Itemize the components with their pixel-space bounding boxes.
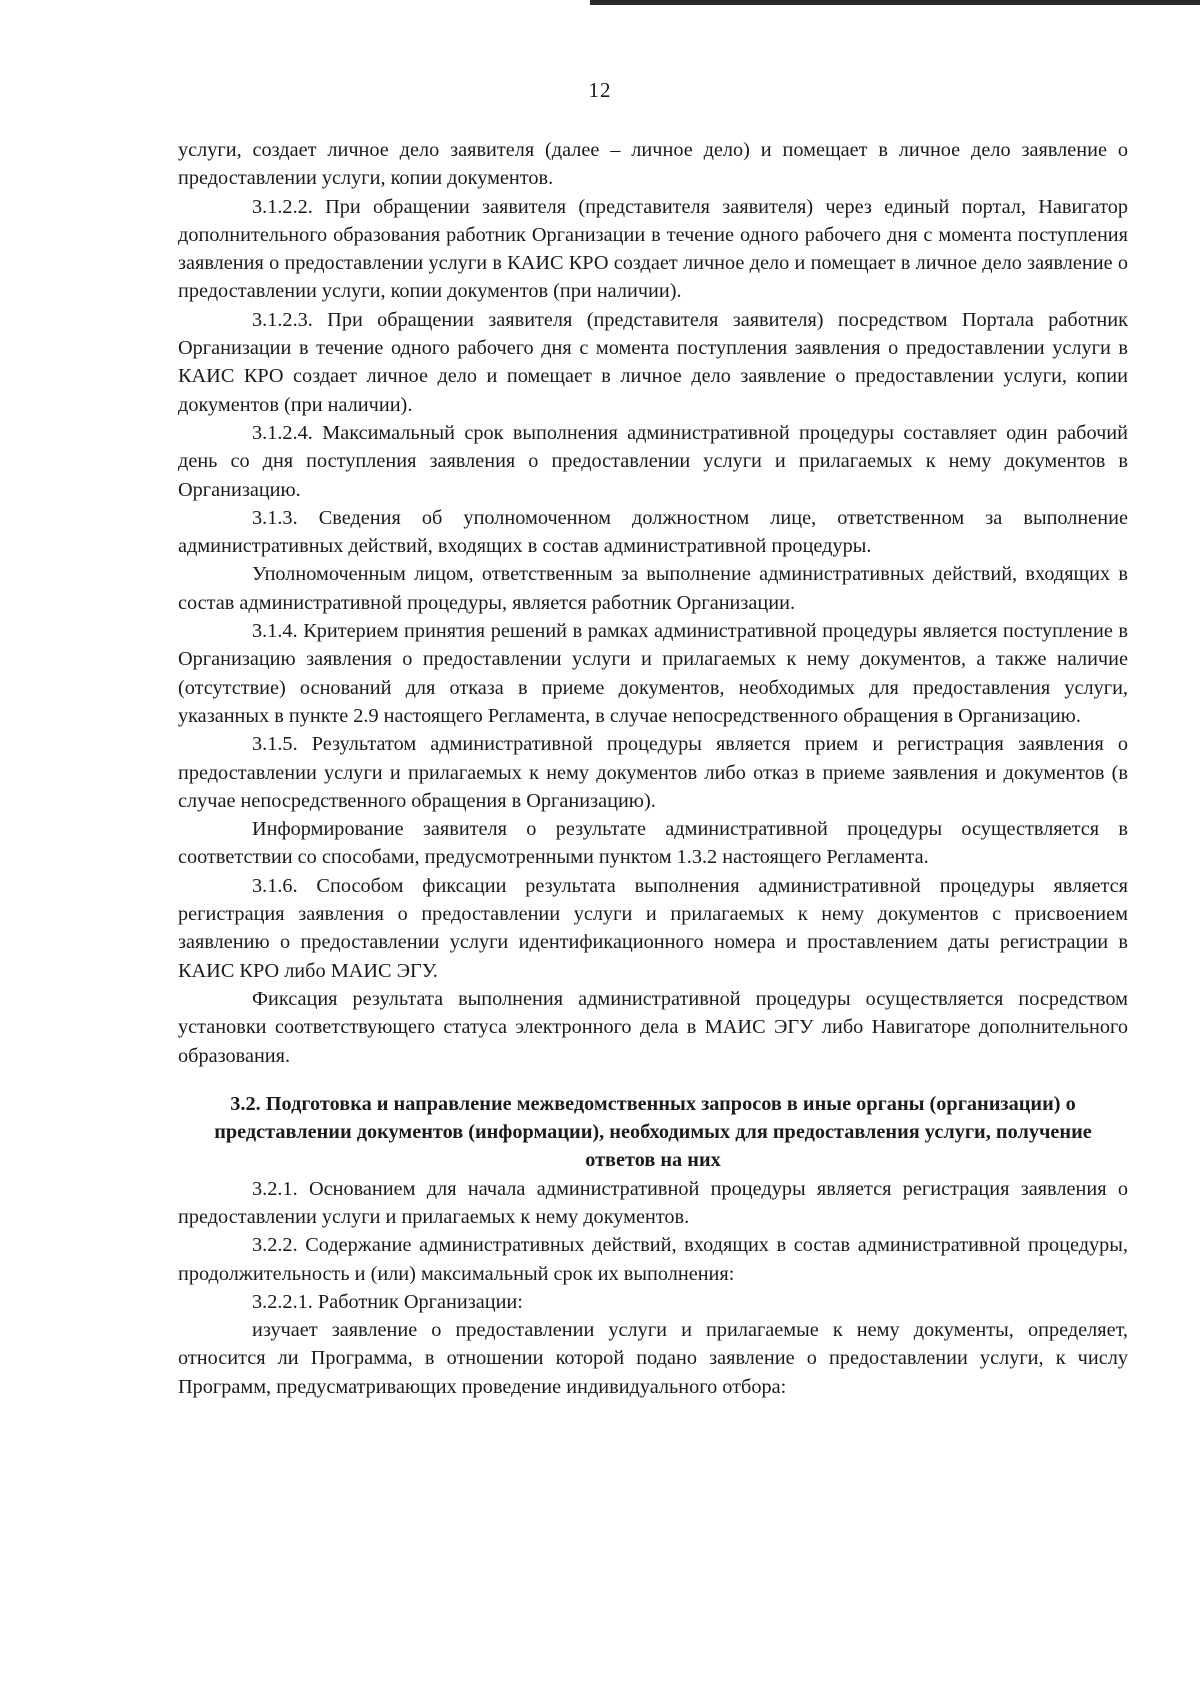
paragraph: 3.2.2. Содержание административных действий, входящих в состав административной процедуры, продолжительность и (или) максимальный срок их выполнения: — [178, 1234, 1128, 1285]
section-heading: 3.2. Подготовка и направление межведомственных запросов в иные органы (организации) о представлении документов (информации), необходимых для предоставления услуги, получение ответов на них — [214, 1092, 1092, 1172]
paragraph: Уполномоченным лицом, ответственным за выполнение административных действий, входящих в состав административной процедуры, является работник Организации. — [178, 563, 1128, 614]
paragraph: 3.1.2.4. Максимальный срок выполнения административной процедуры составляет один рабочий день со дня поступления заявления о предоставлении услуги и прилагаемых к нему документов в Организацию. — [178, 421, 1128, 501]
paragraph: Информирование заявителя о результате административной процедуры осуществляется в соответствии со способами, предусмотренными пунктом 1.3.2 настоящего Регламента. — [178, 818, 1128, 869]
document-body — [178, 136, 1128, 1401]
paragraph: Фиксация результата выполнения административной процедуры осуществляется посредством установки соответствующего статуса электронного дела в МАИС ЭГУ либо Навигаторе дополнительного образования. — [178, 987, 1128, 1067]
paragraph: 3.1.2.2. При обращении заявителя (представителя заявителя) через единый портал, Навигатор дополнительного образования работник Организации в течение одного рабочего дня с момента поступления заявления о предоставлении услуги в КАИС КРО создает личное дело и помещает в личное дело заявление о предоставлении услуги, копии документов (при наличии). — [178, 195, 1128, 303]
paragraph: 3.1.3. Сведения об уполномоченном должностном лице, ответственном за выполнение административных действий, входящих в состав административной процедуры. — [178, 506, 1128, 558]
paragraph: 3.1.4. Критерием принятия решений в рамках административной процедуры является поступление в Организацию заявления о предоставлении услуги и прилагаемых к нему документов, а также наличие (отсутствие) оснований для отказа в приеме документов, необходимых для предоставления услуги, указанных в пункте 2.9 настоящего Регламента, в случае непосредственного обращения в Организацию. — [178, 620, 1128, 727]
page-number: 12 — [588, 78, 612, 102]
paragraph: 3.2.2.1. Работник Организации: — [252, 1290, 523, 1313]
paragraph: 3.1.2.3. При обращении заявителя (представителя заявителя) посредством Портала работник Организации в течение одного рабочего дня с момента поступления заявления о предоставлении услуги в КАИС КРО создает личное дело и помещает в личное дело заявление о предоставлении услуги, копии документов (при наличии). — [178, 308, 1128, 416]
paragraph: услуги, создает личное дело заявителя (далее – личное дело) и помещает в личное дело заявление о предоставлении услуги, копии документов. — [178, 139, 1128, 190]
paragraph: 3.1.6. Способом фиксации результата выполнения административной процедуры является регистрация заявления о предоставлении услуги и прилагаемых к нему документов с присвоением заявлению о предоставлении услуги идентификационного номера и проставлением даты регистрации в КАИС КРО либо МАИС ЭГУ. — [178, 874, 1128, 982]
paragraph: изучает заявление о предоставлении услуги и прилагаемые к нему документы, определяет, относится ли Программа, в отношении которой подано заявление о предоставлении услуги, к числу Программ, предусматривающих проведение индивидуального отбора: — [178, 1319, 1128, 1398]
section-3-1-text — [178, 136, 1128, 1070]
section-3-2-text — [178, 1175, 1128, 1401]
paragraph: 3.2.1. Основанием для начала административной процедуры является регистрация заявления о предоставлении услуги и прилагаемых к нему документов. — [178, 1177, 1128, 1228]
scan-edge-bar — [590, 0, 1200, 5]
paragraph: 3.1.5. Результатом административной процедуры является прием и регистрация заявления о предоставлении услуги и прилагаемых к нему документов либо отказ в приеме заявления и документов (в случае непосредственного обращения в Организацию). — [178, 733, 1128, 812]
